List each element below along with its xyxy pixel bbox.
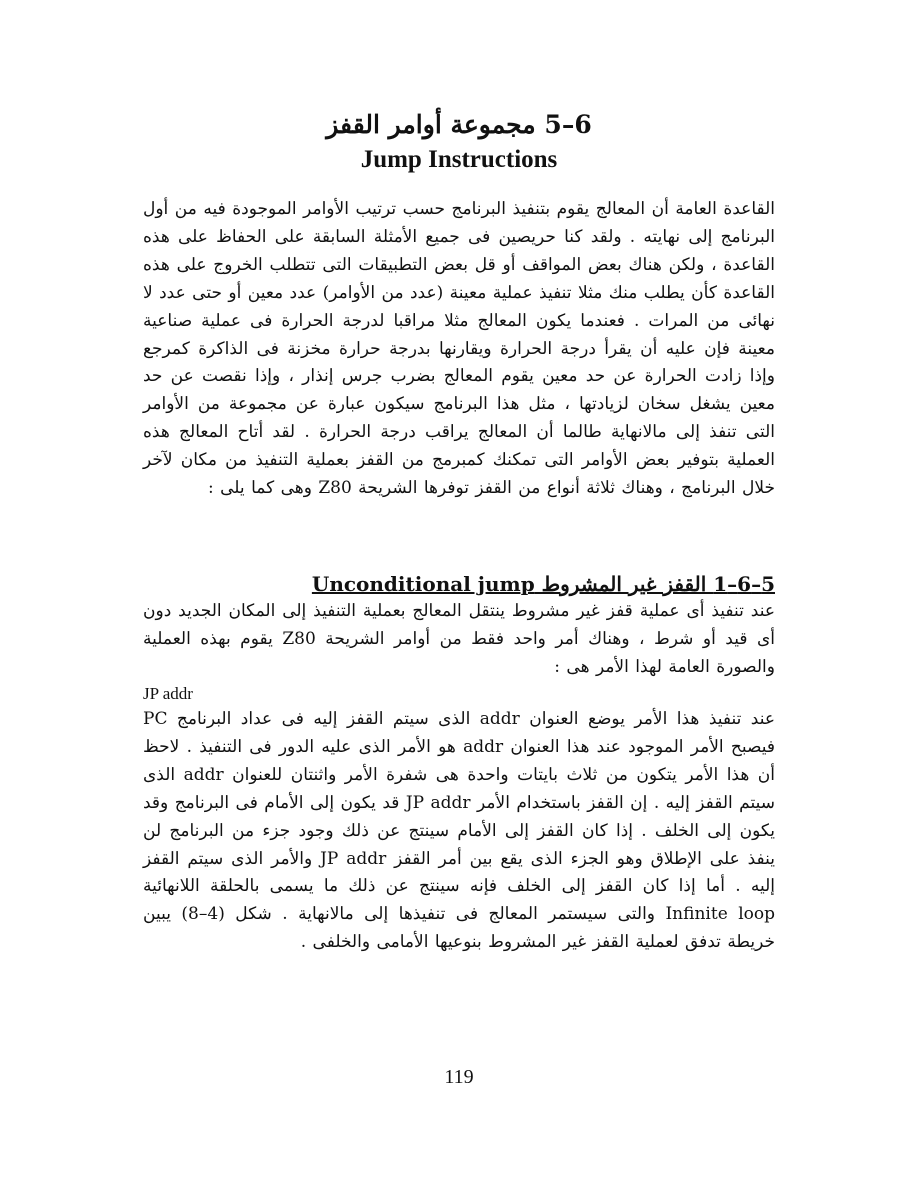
- page-number: 119: [444, 1066, 474, 1088]
- unconditional-jump-paragraph: عند تنفيذ أى عملية قفز غير مشروط ينتقل المعالج بعملية التنفيذ إلى المكان الجديد دون أى قيد أو شرط ، وهناك أمر واحد فقط من أوامر الشريحة Z80 يقوم بهذه العملية والصورة العامة لهذا الأمر هى :: [143, 601, 775, 677]
- section-heading: 5–6–1 القفز غير المشروط Unconditional jump: [311, 572, 775, 596]
- jp-addr-explanation-paragraph: عند تنفيذ هذا الأمر يوضع العنوان addr الذى سيتم القفز إليه فى عداد البرنامج PC فيصبح الأمر الموجود عند هذا العنوان addr هو الأمر الذى عليه الدور فى التنفيذ . لاحظ أن هذا الأمر يتكون من ثلاث بايتات واحدة هى شفرة الأمر واثنتان للعنوان addr الذى سيتم القفز إليه . إن القفز باستخدام الأمر JP addr قد يكون إلى الأمام فى البرنامج وقد يكون إلى الخلف . إذا كان القفز إلى الأمام سينتج عن ذلك وجود جزء من البرنامج لن ينفذ على الإطلاق وهو الجزء الذى يقع بين أمر القفز JP addr والأمر الذى سيتم القفز إليه . أما إذا كان القفز إلى الخلف فإنه سينتج عن ذلك ما يسمى بالحلقة اللانهائية Infinite loop والتى سيستمر المعالج فى تنفيذها إلى مالانهاية . شكل (4–8) يبين خريطة تدفق لعملية القفز غير المشروط بنوعيها الأمامى والخلفى .: [143, 709, 776, 953]
- chapter-title-arabic: 6–5 مجموعة أوامر القفز: [326, 110, 592, 139]
- instruction-syntax: JP addr: [143, 684, 193, 703]
- chapter-title-english: Jump Instructions: [360, 146, 558, 173]
- intro-paragraph: القاعدة العامة أن المعالج يقوم بتنفيذ البرنامج حسب ترتيب الأوامر الموجودة فيه من أول البرنامج إلى نهايته . ولقد كنا حريصين فى جميع الأمثلة السابقة على الحفاظ على هذه القاعدة ، ولكن هناك بعض المواقف أو قل بعض التطبيقات التى تتطلب الخروج على هذه القاعدة كأن يطلب منك مثلا تنفيذ عملية معينة (عدد من الأوامر) عدد معين أو حتى عدد لا نهائى من المرات . فعندما يكون المعالج مثلا مراقبا لدرجة الحرارة فى عملية صناعية معينة فإن عليه أن يقرأ درجة الحرارة ويقارنها بدرجة حرارة مخزنة فى الذاكرة كمرجع وإذا زادت الحرارة عن حد معين يقوم المعالج بضرب جرس إنذار ، وإذا نقصت عن حد معين يشغل سخان لزيادتها ، مثل هذا البرنامج سيكون عبارة عن مجموعة من الأوامر التى تنفذ إلى مالانهاية طالما أن المعالج يراقب درجة الحرارة . لقد أتاح المعالج هذه العملية بتوفير بعض الأوامر التى تمكنك كمبرمج من القفز بعملية التنفيذ من مكان لآخر خلال البرنامج ، وهناك ثلاثة أنواع من القفز توفرها الشريحة Z80 وهى كما يلى :: [143, 199, 775, 499]
